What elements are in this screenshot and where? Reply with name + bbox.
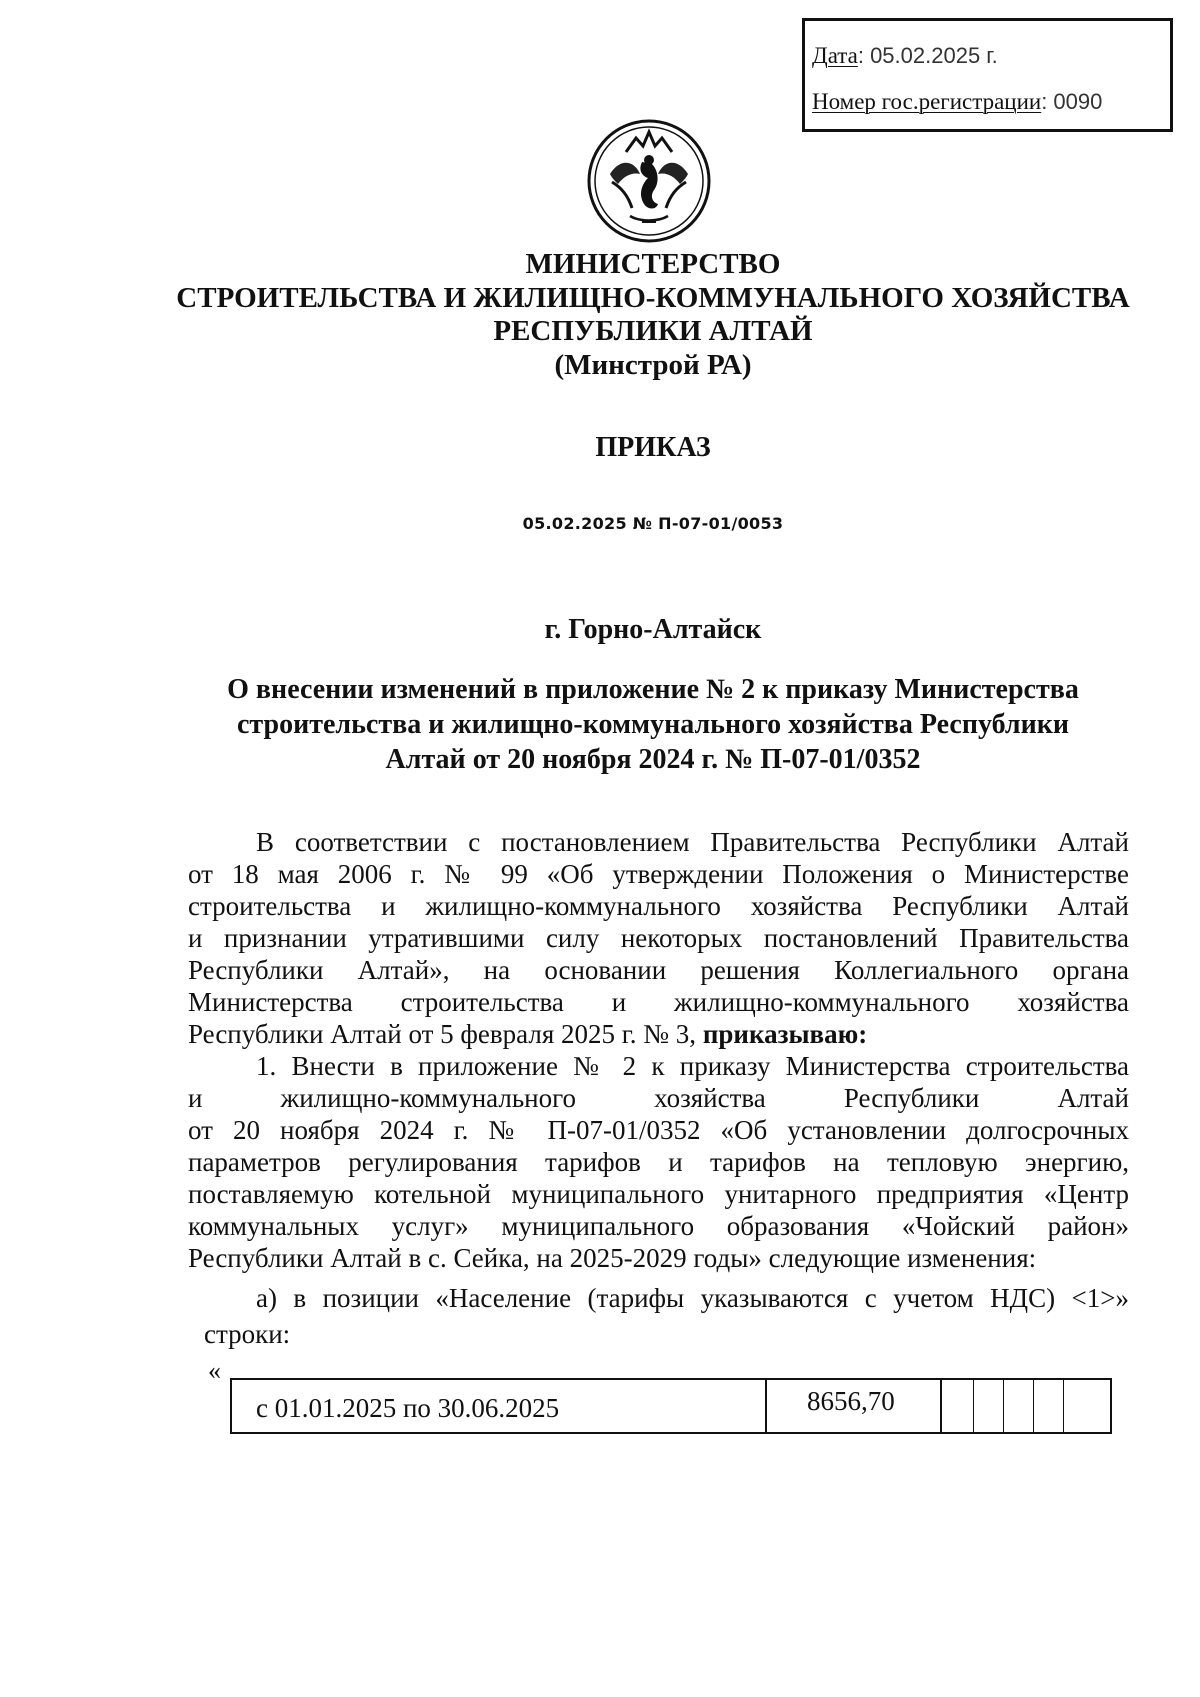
order-verb: приказываю	[702, 1019, 859, 1049]
city: г. Горно-Алтайск	[544, 614, 762, 645]
ministry-title-line2: СТРОИТЕЛЬСТВА И ЖИЛИЩНО-КОММУНАЛЬНОГО ХОЗЯЙСТВА	[176, 282, 1130, 314]
subject-line3: Алтай от 20 ноября 2024 г. № П-07-01/0352	[385, 744, 921, 775]
coat-of-arms-emblem	[586, 118, 712, 244]
table-cell-value	[767, 1380, 942, 1432]
paragraph-line: а) в позиции «Население (тарифы указываются с учетом НДС) <1>»	[256, 1283, 1129, 1313]
paragraph-line: Республики Алтай», на основании решения Коллегиального органа	[188, 955, 1129, 985]
paragraph-line: коммунальных услуг» муниципального образования «Чойский район»	[188, 1211, 1129, 1241]
ministry-title-line1: МИНИСТЕРСТВО	[525, 248, 781, 280]
paragraph-line: и жилищно-коммунального хозяйства Республики Алтай	[188, 1083, 1129, 1113]
paragraph-line: строки:	[204, 1319, 291, 1349]
number-label: Номер гос.регистрации	[812, 89, 1042, 114]
table-cell-empty	[974, 1380, 1004, 1432]
paragraph-line: Республики Алтай в с. Сейка, на 2025-2029 годы» следующие изменения:	[188, 1243, 1037, 1273]
tariff-value: 8656,70	[807, 1386, 895, 1416]
subject-line1: О внесении изменений в приложение № 2 к приказу Министерства	[227, 674, 1079, 705]
paragraph-line: и признании утратившими силу некоторых постановлений Правительства	[188, 923, 1129, 953]
table-cell-empty	[1004, 1380, 1034, 1432]
ministry-title-line3: РЕСПУБЛИКИ АЛТАЙ	[493, 315, 813, 347]
paragraph-text: Республики Алтай от 5 февраля 2025 г. № 3,	[188, 1019, 697, 1049]
paragraph-line: Министерства строительства и жилищно-коммунального хозяйства	[188, 987, 1129, 1017]
table-cell-empty	[942, 1380, 974, 1432]
period-text: с 01.01.2025 по 30.06.2025	[256, 1393, 560, 1423]
paragraph-line: параметров регулирования тарифов и тарифов на тепловую энергию,	[188, 1147, 1129, 1177]
registration-box	[802, 18, 1173, 132]
paragraph-line: поставляемую котельной муниципального унитарного предприятия «Центр	[188, 1179, 1129, 1209]
order-verb-colon: :	[858, 1019, 868, 1049]
subject-line2: строительства и жилищно-коммунального хозяйства Республики	[236, 709, 1070, 740]
number-value: : 0090	[1041, 89, 1103, 114]
order-number: 05.02.2025 № П-07-01/0053	[522, 514, 784, 533]
opening-quote: «	[208, 1356, 221, 1385]
registration-date	[812, 43, 998, 69]
date-value: : 05.02.2025 г.	[857, 43, 998, 68]
paragraph-line: от 18 мая 2006 г. № 99 «Об утверждении Положения о Министерстве	[188, 859, 1129, 889]
document-type: ПРИКАЗ	[595, 432, 711, 463]
table-cell-empty	[1064, 1380, 1112, 1432]
paragraph-line: В соответствии с постановлением Правительства Республики Алтай	[256, 827, 1129, 857]
registration-number	[812, 89, 1102, 115]
paragraph-line	[188, 1018, 1129, 1050]
table-cell-period	[232, 1380, 767, 1432]
ministry-short-name: (Минстрой РА)	[554, 349, 752, 381]
table-cell-empty	[1034, 1380, 1064, 1432]
date-label: Дата	[812, 43, 858, 68]
tariff-table-row	[230, 1378, 1112, 1434]
paragraph-line: 1. Внести в приложение № 2 к приказу Министерства строительства	[256, 1051, 1129, 1081]
paragraph-line: от 20 ноября 2024 г. № П-07-01/0352 «Об установлении долгосрочных	[188, 1115, 1129, 1145]
paragraph-line: строительства и жилищно-коммунального хозяйства Республики Алтай	[188, 891, 1129, 921]
